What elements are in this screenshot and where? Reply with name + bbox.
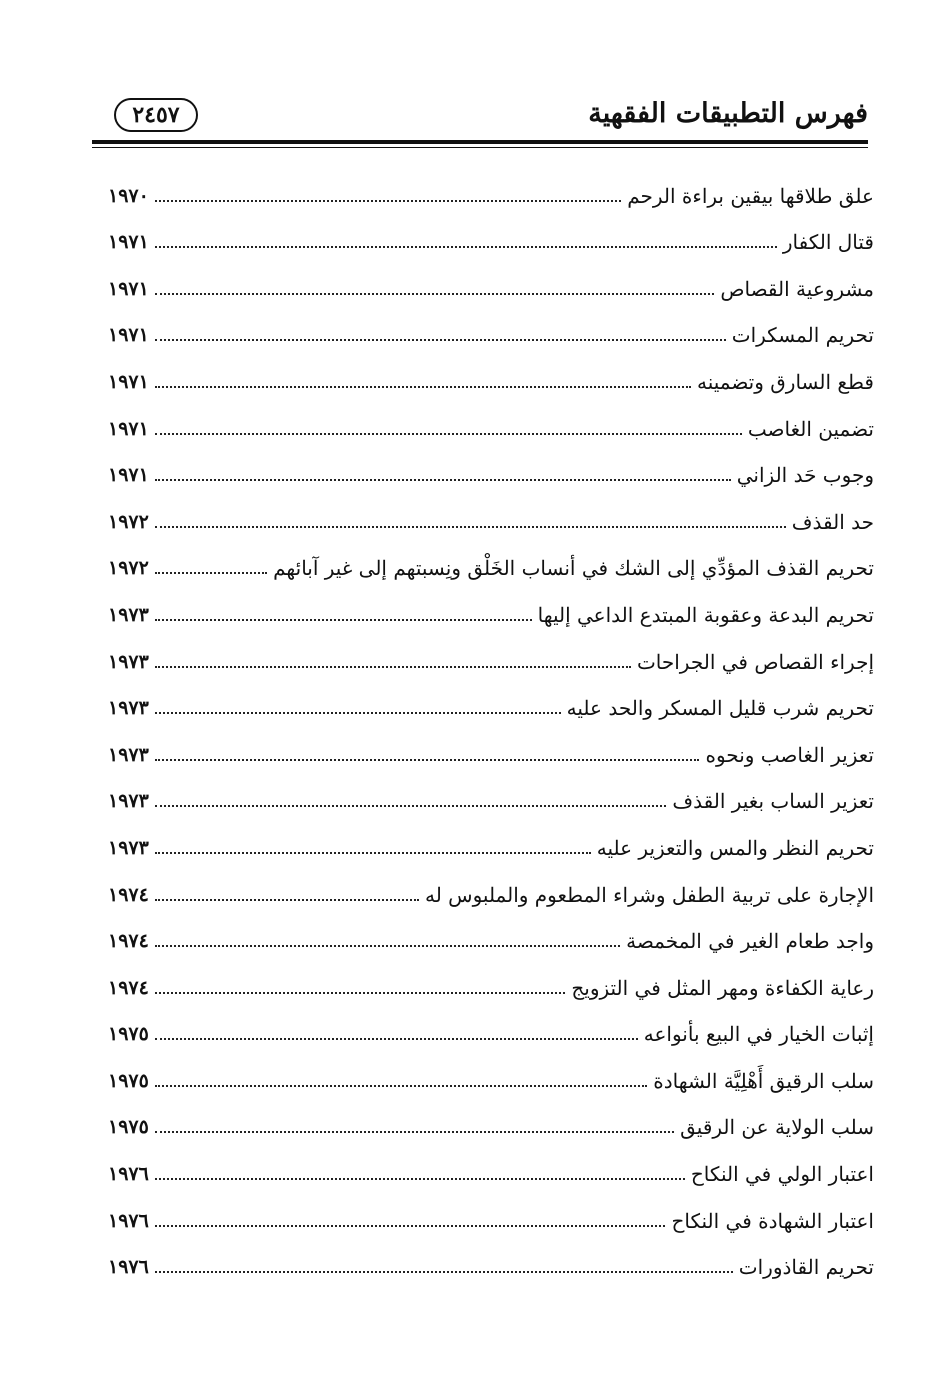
index-entry	[108, 1007, 874, 1054]
index-entry	[108, 1146, 874, 1193]
entry-title: تعزير الساب بغير القذف	[672, 789, 874, 814]
index-entry	[108, 960, 874, 1007]
entry-title: تضمين الغاصب	[747, 416, 874, 441]
entry-page-number: ١٩٧٣	[108, 743, 149, 766]
entry-page-number: ١٩٧٦	[108, 1209, 149, 1232]
entry-title: الإجارة على تربية الطفل وشراء المطعوم والملبوس له	[424, 882, 874, 907]
index-list	[108, 168, 874, 1286]
entry-page-number: ١٩٧٣	[108, 836, 149, 859]
entry-title: قطع السارق وتضمينه	[696, 369, 874, 394]
page-number-badge: ٢٤٥٧	[114, 98, 198, 132]
header-rule-thick	[92, 140, 868, 144]
entry-page-number: ١٩٧١	[108, 417, 149, 440]
entry-page-number: ١٩٧٤	[108, 976, 149, 999]
entry-title: سلب الولاية عن الرقيق	[680, 1115, 874, 1140]
dot-leader	[155, 852, 591, 854]
index-entry	[108, 1240, 874, 1287]
entry-title: اعتبار الشهادة في النكاح	[671, 1208, 874, 1233]
dot-leader	[155, 666, 631, 668]
dot-leader	[155, 1085, 647, 1087]
dot-leader	[155, 1178, 685, 1180]
index-entry	[108, 354, 874, 401]
page-header	[92, 96, 868, 142]
entry-page-number: ١٩٧٣	[108, 603, 149, 626]
index-entry	[108, 215, 874, 262]
dot-leader	[155, 899, 419, 901]
dot-leader	[155, 1225, 666, 1227]
dot-leader	[155, 479, 731, 481]
entry-title: تحريم النظر والمس والتعزير عليه	[596, 835, 874, 860]
index-entry	[108, 541, 874, 588]
dot-leader	[155, 945, 620, 947]
index-entry	[108, 820, 874, 867]
entry-page-number: ١٩٧١	[108, 464, 149, 487]
entry-title: تحريم القاذورات	[738, 1255, 874, 1280]
index-entry	[108, 867, 874, 914]
entry-page-number: ١٩٧٤	[108, 930, 149, 953]
dot-leader	[155, 433, 742, 435]
entry-title: اعتبار الولي في النكاح	[690, 1162, 874, 1187]
index-entry	[108, 168, 874, 215]
entry-title: حد القذف	[791, 509, 874, 534]
entry-page-number: ١٩٧٦	[108, 1163, 149, 1186]
index-entry	[108, 494, 874, 541]
dot-leader	[155, 992, 566, 994]
entry-page-number: ١٩٧٦	[108, 1256, 149, 1279]
page-title: فهرس التطبيقات الفقهية	[588, 98, 868, 129]
entry-page-number: ١٩٧٣	[108, 650, 149, 673]
index-entry	[108, 914, 874, 961]
dot-leader	[155, 293, 714, 295]
entry-title: إثبات الخيار في البيع بأنواعه	[643, 1022, 874, 1047]
entry-title: وجوب حَد الزاني	[736, 463, 874, 488]
dot-leader	[155, 200, 621, 202]
entry-title: تحريم المسكرات	[731, 323, 874, 348]
dot-leader	[155, 1271, 733, 1273]
index-entry	[108, 448, 874, 495]
entry-page-number: ١٩٧٣	[108, 697, 149, 720]
entry-title: مشروعية القصاص	[720, 276, 874, 301]
dot-leader	[155, 1038, 638, 1040]
dot-leader	[155, 526, 786, 528]
entry-page-number: ١٩٧١	[108, 231, 149, 254]
entry-title: إجراء القصاص في الجراحات	[636, 649, 874, 674]
dot-leader	[155, 1131, 674, 1133]
entry-title: تحريم البدعة وعقوبة المبتدع الداعي إليها	[537, 602, 874, 627]
entry-title: واجد طعام الغير في المخمصة	[626, 929, 874, 954]
entry-page-number: ١٩٧٢	[108, 557, 149, 580]
entry-title: تحريم شرب قليل المسكر والحد عليه	[566, 696, 874, 721]
entry-title: تعزير الغاصب ونحوه	[705, 742, 874, 767]
index-entry	[108, 1193, 874, 1240]
dot-leader	[155, 246, 777, 248]
entry-page-number: ١٩٧١	[108, 324, 149, 347]
index-entry	[108, 681, 874, 728]
dot-leader	[155, 712, 561, 714]
dot-leader	[155, 805, 667, 807]
index-entry	[108, 587, 874, 634]
entry-page-number: ١٩٧٢	[108, 510, 149, 533]
entry-title: تحريم القذف المؤدِّي إلى الشك في أنساب الخَلْق ونِسبتهم إلى غير آبائهم	[273, 556, 874, 581]
index-entry	[108, 634, 874, 681]
dot-leader	[155, 619, 532, 621]
entry-page-number: ١٩٧١	[108, 277, 149, 300]
entry-title: علق طلاقها بيقين براءة الرحم	[627, 183, 874, 208]
index-entry	[108, 261, 874, 308]
index-entry	[108, 1100, 874, 1147]
index-entry	[108, 774, 874, 821]
entry-page-number: ١٩٧٥	[108, 1023, 149, 1046]
index-entry	[108, 308, 874, 355]
entry-page-number: ١٩٧١	[108, 370, 149, 393]
dot-leader	[155, 572, 267, 574]
entry-page-number: ١٩٧٥	[108, 1116, 149, 1139]
index-entry	[108, 1053, 874, 1100]
entry-page-number: ١٩٧٣	[108, 790, 149, 813]
entry-page-number: ١٩٧٠	[108, 184, 149, 207]
entry-page-number: ١٩٧٤	[108, 883, 149, 906]
dot-leader	[155, 339, 726, 341]
header-rule-thin	[92, 147, 868, 148]
entry-title: رعاية الكفاءة ومهر المثل في التزويج	[571, 975, 874, 1000]
entry-title: قتال الكفار	[782, 230, 874, 255]
dot-leader	[155, 759, 700, 761]
index-entry	[108, 401, 874, 448]
dot-leader	[155, 386, 691, 388]
index-entry	[108, 727, 874, 774]
entry-title: سلب الرقيق أَهْلِيَّة الشهادة	[653, 1068, 874, 1093]
entry-page-number: ١٩٧٥	[108, 1069, 149, 1092]
